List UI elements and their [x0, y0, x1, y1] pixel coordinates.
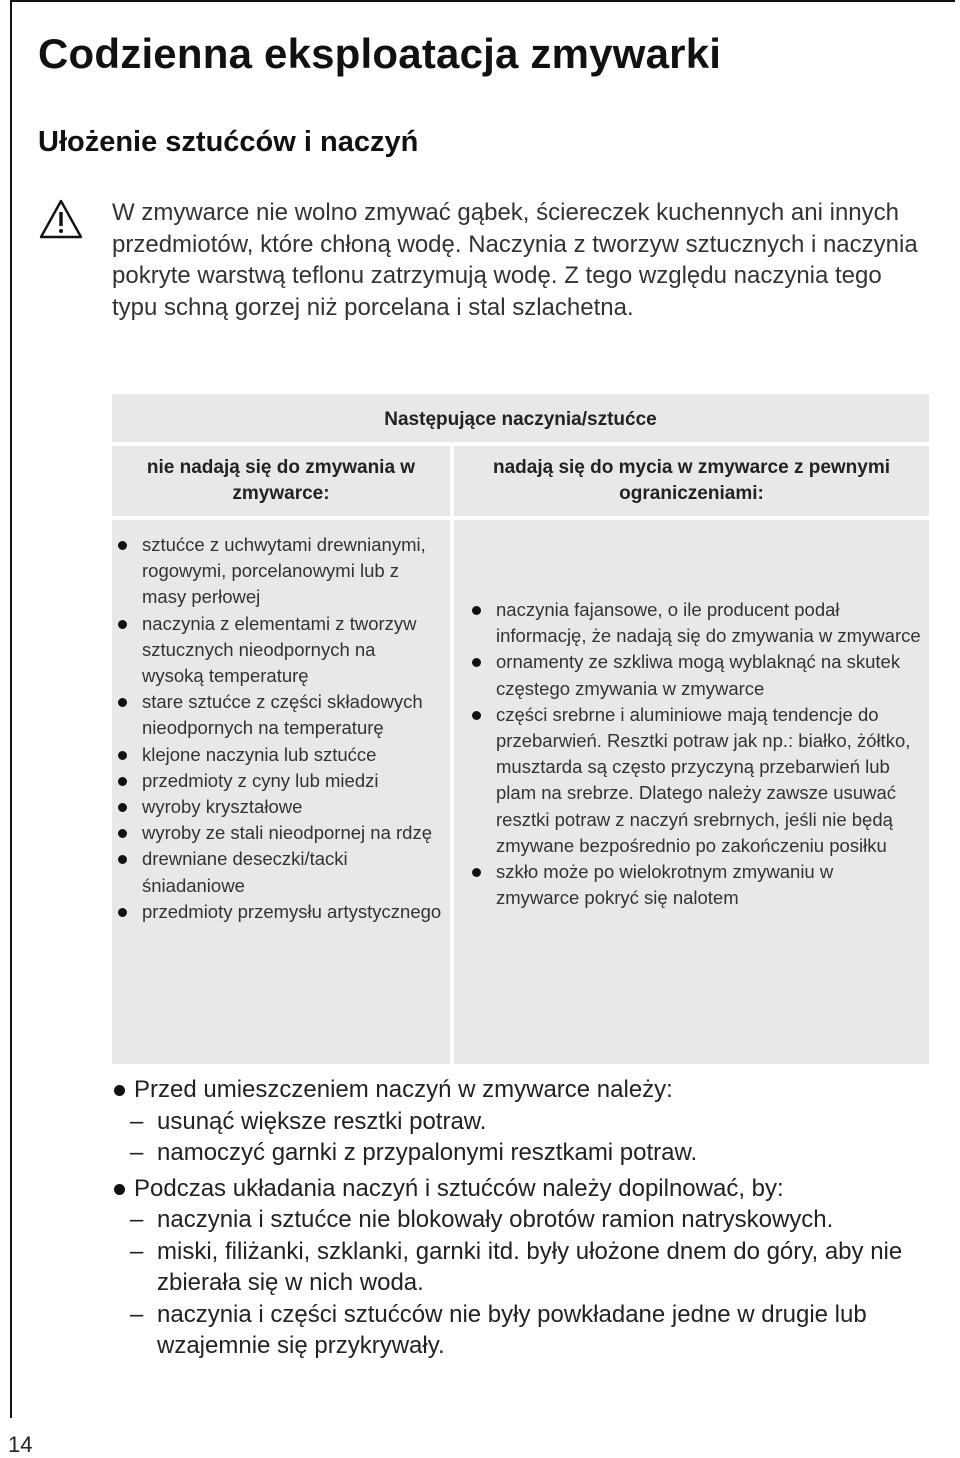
- unsuitable-items-list: [112, 520, 450, 925]
- list-item: wyroby kryształowe: [112, 794, 442, 820]
- warning-triangle-icon: [38, 198, 84, 240]
- left-column-header: nie nadają się do zmywania w zmywarce:: [146, 457, 416, 504]
- limited-items-cell: [454, 520, 929, 1064]
- right-column-header: nadają się do mycia w zmywarce z pewnymi ograniczeniami:: [492, 457, 891, 504]
- list-item: naczynia z elementami z tworzyw sztucznych nieodpornych na wysoką temperaturę: [112, 611, 442, 690]
- table-header: Następujące naczynia/sztućce: [384, 409, 657, 430]
- list-item: przedmioty z cyny lub miedzi: [112, 768, 442, 794]
- instruction-dash-item: – naczynia i sztućce nie blokowały obrotów ramion natryskowych.: [112, 1204, 942, 1236]
- list-item: części srebrne i aluminiowe mają tendencje do przebarwień. Resztki potraw jak np.: białko, żółtko, musztarda są często przyczyną przebarwień lub plam na srebrze. Dlatego należy zawsze usuwać resztki potraw z naczyń srebrnych, jeśli nie będą zmywane bezpośrednio po zakończeniu posiłku: [466, 702, 921, 859]
- limited-items-list: [454, 520, 929, 911]
- instruction-dash-item: – namoczyć garnki z przypalonymi resztkami potraw.: [112, 1137, 942, 1169]
- table-header-cell: [112, 394, 929, 442]
- list-item: stare sztućce z części składowych nieodpornych na temperaturę: [112, 689, 442, 741]
- instruction-dash-item: – naczynia i części sztućców nie były powkładane jedne w drugie lub wzajemnie się przykrywały.: [112, 1299, 942, 1362]
- unsuitable-items-cell: [112, 520, 450, 1064]
- page-number: 14: [8, 1432, 33, 1457]
- instruction-bullet: Podczas układania naczyń i sztućców należy dopilnować, by:: [112, 1173, 942, 1205]
- right-column-header-cell: [454, 446, 929, 516]
- page-border-left: [10, 0, 12, 1418]
- list-item: ornamenty ze szkliwa mogą wyblaknąć na skutek częstego zmywania w zmywarce: [466, 649, 921, 701]
- instruction-bullet: Przed umieszczeniem naczyń w zmywarce należy:: [112, 1074, 942, 1106]
- list-item: szkło może po wielokrotnym zmywaniu w zmywarce pokryć się nalotem: [466, 859, 921, 911]
- list-item: klejone naczynia lub sztućce: [112, 742, 442, 768]
- page-title: Codzienna eksploatacja zmywarki: [38, 30, 722, 77]
- list-item: sztućce z uchwytami drewnianymi, rogowymi, porcelanowymi lub z masy perłowej: [112, 532, 442, 611]
- instruction-dash-item: – usunąć większe resztki potraw.: [112, 1106, 942, 1138]
- list-item: naczynia fajansowe, o ile producent podał informację, że nadają się do zmywania w zmywarce: [466, 597, 921, 649]
- dish-suitability-table: [112, 394, 929, 1064]
- instruction-dash-item: – miski, filiżanki, szklanki, garnki itd. były ułożone dnem do góry, aby nie zbierała się w nich woda.: [112, 1236, 942, 1299]
- list-item: przedmioty przemysłu artystycznego: [112, 899, 442, 925]
- list-item: drewniane deseczki/tacki śniadaniowe: [112, 846, 442, 898]
- page-border-top: [10, 0, 955, 2]
- warning-text: W zmywarce nie wolno zmywać gąbek, ściereczek kuchennych ani innych przedmiotów, które chłoną wodę. Naczynia z tworzyw sztucznych i naczynia pokryte warstwą teflonu zatrzymują wodę. Z tego względu naczynia tego typu schną gorzej niż porcelana i stal szlachetna.: [112, 199, 918, 321]
- list-item: wyroby ze stali nieodpornej na rdzę: [112, 820, 442, 846]
- loading-instructions: [112, 1074, 942, 1362]
- left-column-header-cell: [112, 446, 450, 516]
- section-title: Ułożenie sztućców i naczyń: [38, 126, 419, 158]
